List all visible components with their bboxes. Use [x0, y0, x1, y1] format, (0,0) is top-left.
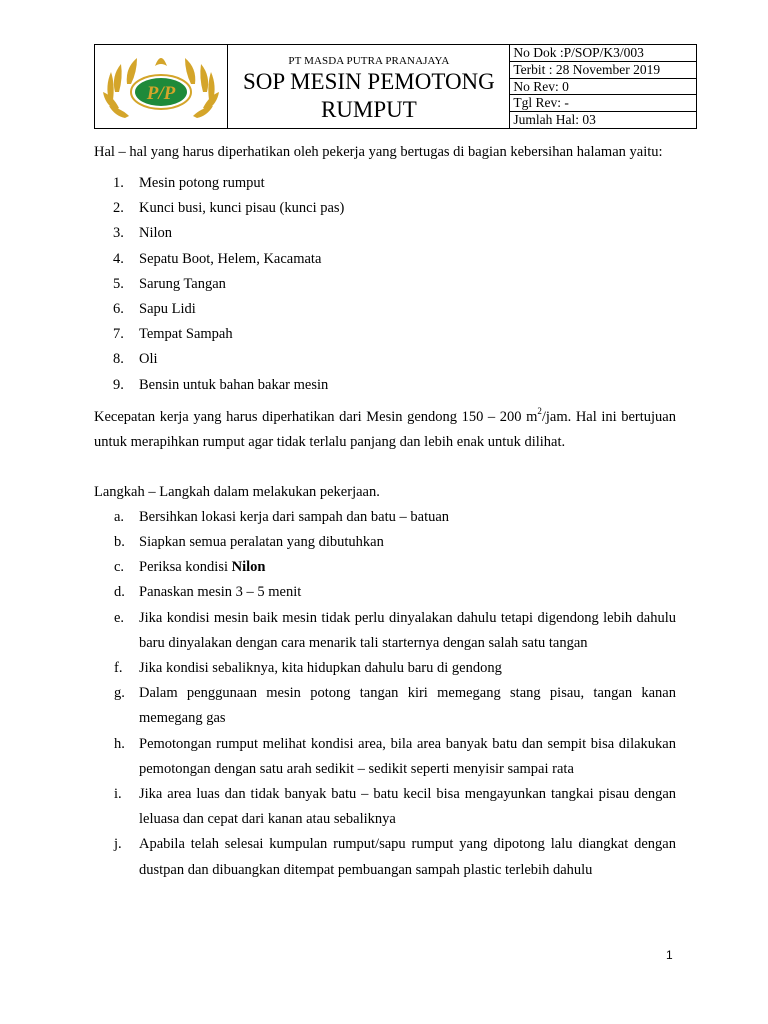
- step-item: i. Jika area luas dan tidak banyak batu – batu kecil bisa mengayunkan tangkai pisau dengan leluasa dan cepat dari kanan atau sebaliknya: [114, 785, 676, 828]
- meta-issue-date: Terbit : 28 November 2019: [510, 62, 696, 79]
- svg-text:P/P: P/P: [146, 83, 176, 105]
- laurel-logo-icon: [95, 46, 227, 126]
- step-item: e. Jika kondisi mesin baik mesin tidak perlu dinyalakan dahulu tetapi digendong lebih dahulu baru dinyalakan dengan cara menarik tali starternya dengan salah satu tangan: [114, 609, 676, 651]
- meta-doc-number: No Dok :P/SOP/K3/003: [510, 45, 696, 62]
- company-name: PT MASDA PUTRA PRANAJAYA: [288, 55, 450, 68]
- step-item: c. Periksa kondisi Nilon: [114, 559, 266, 576]
- company-logo: [95, 46, 227, 126]
- document-body: [94, 140, 676, 883]
- step-item: g. Dalam penggunaan mesin potong tangan kiri memegang stang pisau, tangan kanan memegang gas: [114, 685, 676, 727]
- step-item: h. Pemotongan rumput melihat kondisi area, bila area banyak batu dan sempit bisa dilakukan pemotongan dengan satu arah sedikit – sedikit seperti menyisir sampai rata: [114, 735, 676, 777]
- list-item: 9. Bensin untuk bahan bakar mesin: [113, 376, 329, 393]
- logo-cell: [95, 45, 228, 129]
- list-item: 5. Sarung Tangan: [113, 275, 226, 292]
- speed-paragraph: Kecepatan kerja yang harus diperhatikan dari Mesin gendong 150 – 200 $m^2$/jam. Hal ini bertujuan untuk merapihkan rumput agar tidak terlalu panjang dan lebih enak untuk dilihat.: [94, 405, 676, 450]
- document-header: [94, 44, 697, 129]
- intro-paragraph: Hal – hal yang harus diperhatikan oleh pekerja yang bertugas di bagian kebersihan halaman yaitu:: [94, 144, 663, 160]
- step-item: j. Apabila telah selesai kumpulan rumput/sapu rumput yang dipotong lalu diangkat dengan dustpan dan dibuangkan ditempat pembuangan sampah plastic terlebih dahulu: [114, 836, 676, 878]
- steps-list: [94, 505, 676, 883]
- list-item: 1. Mesin potong rumput: [113, 175, 265, 191]
- list-item: 8. Oli: [113, 351, 158, 368]
- title-cell: [228, 45, 510, 129]
- step-item: b. Siapkan semua peralatan yang dibutuhkan: [114, 533, 384, 550]
- list-item: 3. Nilon: [113, 225, 173, 242]
- meta-page-count: Jumlah Hal: 03: [513, 112, 596, 128]
- step-item: f. Jika kondisi sebaliknya, kita hidupkan dahulu baru di gendong: [114, 659, 502, 676]
- meta-revision-date: Tgl Rev: -: [510, 95, 696, 112]
- meta-cell: [510, 45, 697, 129]
- equipment-list: [94, 171, 676, 398]
- page-number: 1: [666, 948, 673, 962]
- step-item: d. Panaskan mesin 3 – 5 menit: [114, 584, 302, 601]
- step-item: a. Bersihkan lokasi kerja dari sampah dan batu – batuan: [114, 508, 450, 525]
- list-item: 4. Sepatu Boot, Helem, Kacamata: [113, 250, 322, 267]
- steps-heading: Langkah – Langkah dalam melakukan pekerjaan.: [94, 483, 380, 500]
- document-title-line1: SOP MESIN PEMOTONG: [243, 69, 495, 95]
- document-title-line2: RUMPUT: [320, 97, 417, 123]
- list-item: 6. Sapu Lidi: [113, 300, 196, 317]
- list-item: 2. Kunci busi, kunci pisau (kunci pas): [113, 200, 345, 217]
- list-item: 7. Tempat Sampah: [113, 326, 233, 343]
- meta-revision: No Rev: 0: [510, 79, 696, 96]
